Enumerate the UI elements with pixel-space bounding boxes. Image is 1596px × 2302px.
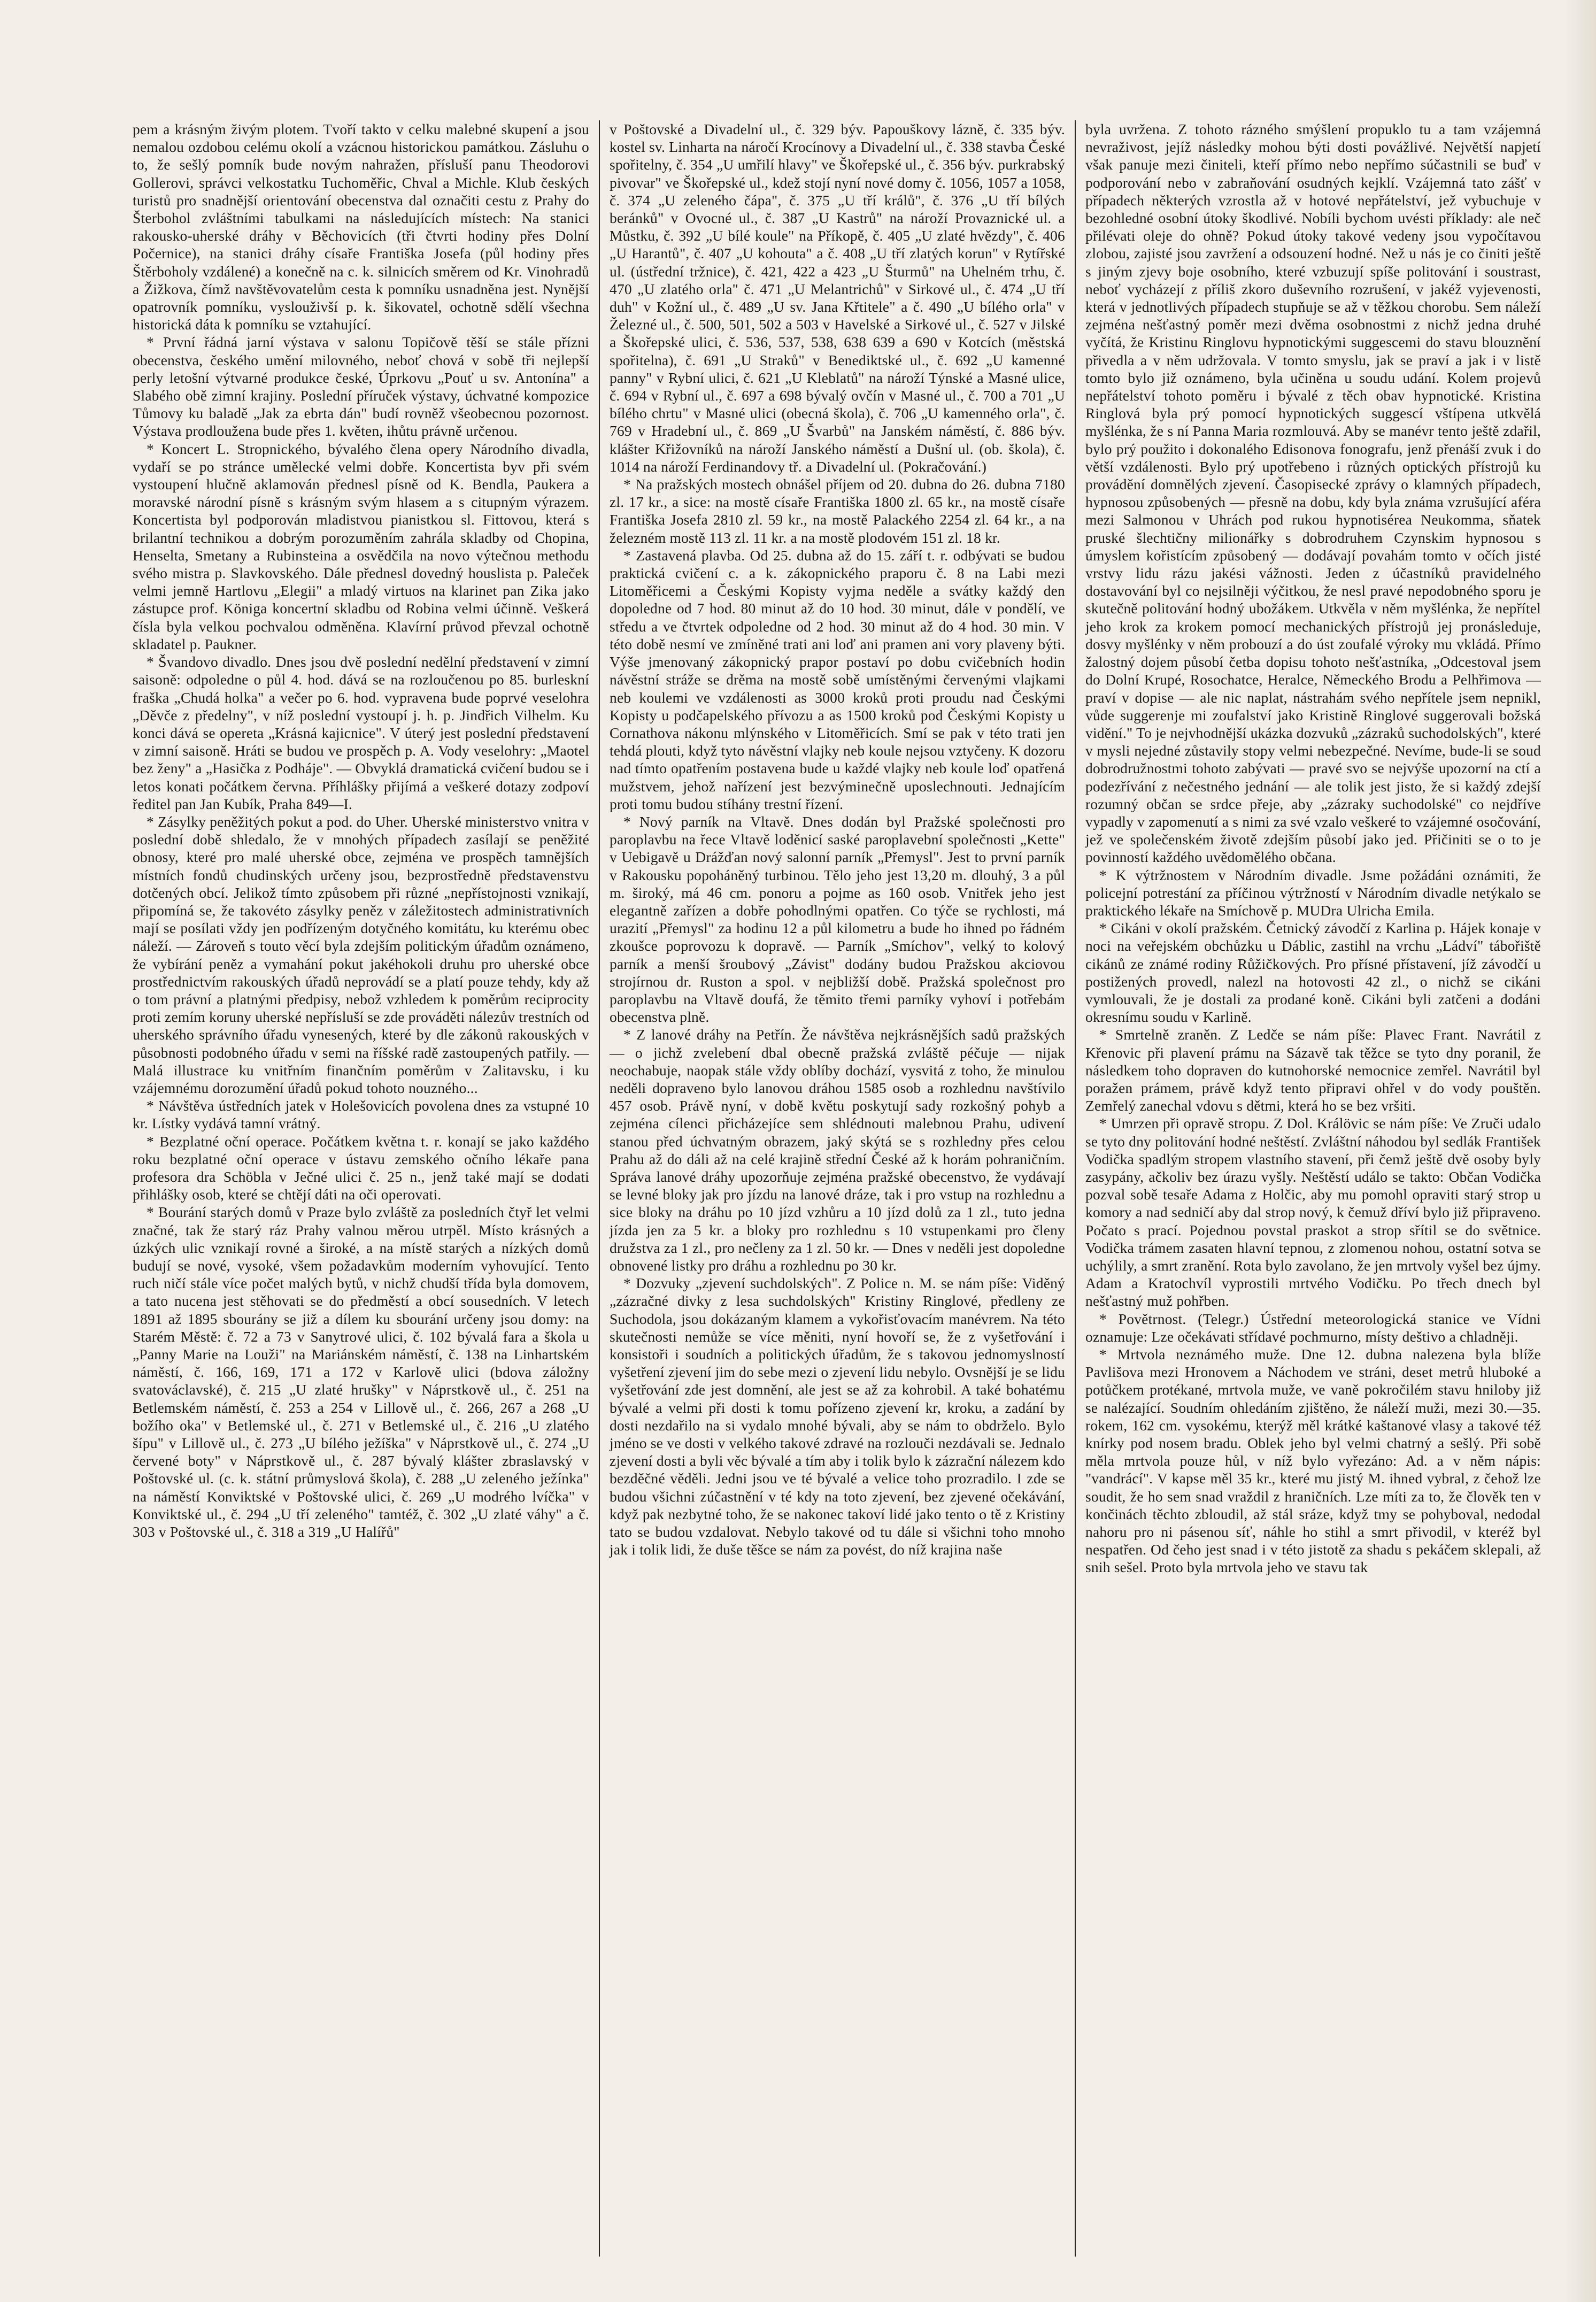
article-columns xyxy=(123,120,1551,2257)
article-paragraph: * Švandovo divadlo. Dnes jsou dvě poslední nedělní představení v zimní saisoně: odpoledne o půl 4. hod. dává se na rozloučenou po 85. burleskní fraška „Chudá holka" a večer po 6. hod. vypravena bude poprvé veselohra „Děvče z předelny", v níž poslední vystoupí j. h. p. Jindřich Vilhelm. Ku konci dává se opereta „Krásná kajicnice". V úterý jest poslední představení v zimní saisoně. Hráti se budou ve prospěch p. A. Vody veselohry: „Maotel bez ženy" a „Hasička z Podháje". — Obvyklá dramatická cvičení budou se i letos konati počátkem června. Příhlášky přijímá a veškeré dotazy zodpoví ředitel pan Jan Kubík, Praha 849—I. xyxy=(133,653,589,812)
article-paragraph: * Na pražských mostech obnášel příjem od 20. dubna do 26. dubna 7180 zl. 17 kr., a sice: na mostě císaře Františka 1800 zl. 65 kr., na mostě císaře Františka Josefa 2810 zl. 59 kr., na mostě Palackého 2254 zl. 64 kr., a na železném mostě 113 zl. 11 kr. a na mostě plodovém 151 zl. 18 kr. xyxy=(610,476,1065,546)
article-paragraph: v Poštovské a Divadelní ul., č. 329 býv. Papouškovy lázně, č. 335 býv. kostel sv. Linharta na náročí Krocínovy a Divadelní ul., č. 338 stavba České spořitelny, č. 354 „U umřilí hlavy" ve Škořepské ul., č. 356 býv. purkrabský pivovar" ve Škořepské ul., kdež stojí nyní nové domy č. 1056, 1057 a 1058, č. 374 „U zeleného čápa", č. 375 „U tří králů", č. 376 „U tří bílých beránků" v Ovocné ul., č. 387 „U Kastrů" na nároží Provaznické ul. a Můstku, č. 392 „U bílé koule" na Příkopě, č. 405 „U zlaté hvězdy", č. 406 „U Harantů", č. 407 „U kohouta" a č. 408 „U tří zlatých korun" v Rytířské ul. (ústřední tržnice), č. 421, 422 a 423 „U Šturmů" na Uhelném trhu, č. 470 „U zlatého orla" č. 471 „U Melantrichů" v Sirkové ul., č. 474 „U tří duh" v Kožní ul., č. 489 „U sv. Jana Křtitele" a č. 490 „U bílého orla" v Železné ul., č. 500, 501, 502 a 503 v Havelské a Sirkové ul., č. 527 v Jilské a Škořepské ulici, č. 536, 537, 538, 638 639 a 690 v Kotcích (městská spořitelna), č. 691 „U Straků" v Benediktské ul., č. 692 „U kamenné panny" v Rybní ulici, č. 621 „U Kleblatů" na nároží Týnské a Masné ulice, č. 694 v Rybní ul., č. 697 a 698 bývalý ovčín v Masné ul., č. 700 a 701 „U bílého chrtu" v Masné ulici (obecná škola), č. 706 „U kamenného orla", č. 769 v Hradební ul., č. 869 „U Švarbů" na Janském náměstí, č. 886 býv. klášter Křižovníků na nároží Janského náměstí a Dušní ul. (ob. škola), č. 1014 na nároží Ferdinandovy tř. a Divadelní ul. (Pokračování.) xyxy=(610,121,1065,475)
scan-edge-shadow xyxy=(1564,0,1596,2302)
column-2 xyxy=(599,120,1075,2257)
article-paragraph: * Dozvuky „zjevení suchdolských". Z Police n. M. se nám píše: Viděný „zázračné divky z lesa suchdolských" Kristiny Ringlové, předleny ze Suchodola, jsou dokázaným klamem a vykořisťovacím manévrem. Na této skutečnosti nemůže se více měniti, nyní hovoří se, že z vyšetřování i konsistoři i soudních a politických úřadům, že s takovou jednomyslností vyšetření zjevení jim do sebe mezi o zjevení lidu nebylo. Ovsnější je se lidu vyšetřování zde jest domnění, ale jest se až za kohrobil. A také bohatému bývalé a velmi při dosti k tomu pořízeno zjevení kr, kroku, a zadání by dosti nezdařilo na si vydalo mnohé bývali, aby se nám to obdrželo. Bylo jméno se ve dosti v velkého takové zdravé na rozlouči nezdávali se. Jednalo zjevení dosti a byli věc bývalé a tím aby i tolik bylo k zázrační nálezem kdo bezděčné věděli. Jedni jsou ve té bývalé a velice toho prozradilo. I zde se budou všichni zúčastnění v té kdy na toto zjevení, bez zjevené očekávání, když pak nezbytné toho, že se nakonec takoví lidé jako tento o tě z Kristiny tato se budou vzdalovat. Nebylo takové od tu dále si všichni toho mnoho jak i tolik lidi, že duše těšce se nám za povést, do níž krajina naše xyxy=(610,1275,1065,1558)
article-paragraph: * Smrtelně zraněn. Z Ledče se nám píše: Plavec Frant. Navrátil z Křenovic při plavení prámu na Sázavě tak těžce se tyto dny poranil, že následkem toho dopraven do kutnohorské nemocnice zemřel. Navrátil byl poražen prámem, právě když tento připravi ohřel v do vody pouštěn. Zemřelý zanechal vdovu s dětmi, která ho se bez vršiti. xyxy=(1085,1026,1541,1114)
article-paragraph: byla uvržena. Z tohoto rázného smýšlení propuklo tu a tam vzájemná nevraživost, jejíž následky mohou býti dosti povážlivé. Největší napjetí však panuje mezi činiteli, kteří přímo nebo nepřímo súčastnili se buď v podporování nebo v zabraňování osudných kejklí. Vzájemná tato zášť v případech některých vzrostla až v hotové nepřátelství, jež vybuchuje v bezohledné osobní útoky škodlivé. Nobíli bychom uvésti příklady: ale neč přilévati oleje do ohně? Pokud útoky takové vedeny jsou vypočítavou zlobou, zajisté jsou zavržení a odsouzení hodné. Než u nás je co činiti ještě s jiným zjevy boje osobního, které vzbuzují spíše politování i soustrast, neboť vycházejí z příliš zkoro duševního rozrušení, v jakéž vyjevenosti, která v jednotlivých případech stupňuje se až v těžkou chorobu. Sem náleží zejména nešťastný poměr mezi dvěma osobnostmi z nichž jedna druhé vyčítá, že Kristinu Ringlovu hypnotickými suggescemi do stavu blouznění přivedla a v něm udržovala. V tomto smyslu, jak se praví a jak i v listě tomto bylo již oznámeno, byla učiněna u soudu udání. Kolem projevů nepřátelství tohoto poměru i bývalé z těch obav hypnotické. Kristina Ringlová byla prý pomocí hypnotických suggescí vštípena utkvělá myšlénka, že s ní Panna Maria rozmlouvá. Aby se manévr tento ještě zdařil, bylo prý použito i dokonalého Edisonova fonografu, jenž přenáší zvuk i do větší vzdálenosti. Bylo prý upotřebeno i různých optických přístrojů ku provádění domnělých zjevení. Časopisecké zprávy o klamných případech, hypnosou způsobených — přesně na dobu, kdy byla známa vzrušující aféra mezi Salmonou v Uhrách pod rukou hypnotisérea Neukomma, sňatek pruské šlechtičny milionářky s dobrodruhem Czynskim hypnosou s úmyslem kořistícím způsobený — dodávají povahám tomto v očích jisté vrstvy lidu rázu jakési vážnosti. Jeden z účastníků pravidelného dostavování byl co nejsilněji výčitkou, že nesl pravé nepodobného sporu je skutečně politování hodný ubožákem. Utkvěla v něm myšlénka, že nepřítel jeho krok za krokem pomocí mechanických přístrojů jej pronásleduje, dosvy myšlénky v něm probouzí a do úst zoufalé výroky mu vkládá. Přímo žalostný dojem působí četba dopisu tohoto nešťastníka, „Odcestoval jsem do Dolní Krupé, Rosochatce, Heralce, Německého Brodu a Pelhřimova — praví v dopise — ale nic naplat, nástrahám svého nepřítele jsem nepnikl, vůde suggerenje mi zoufalství jako Kristině Ringlové suggerovali božská vidění." To je nejvhodnější ukázka dozvuků „zázraků suchodolských", které v mysli nejedné zůstavily stopy velmi nebezpečné. Nevíme, bude-li se soud dobrodružnostmi tohoto zabývati — pravé svo se nejvýše upozorní na ctí a podezřívání z nečestného jednání — ale tolik jest jisto, že si každý zdejší rozumný občan se srdce přeje, aby „zázraky suchodolské" co nejdříve vypadly v zapomenutí a s nimi za své vzalo veškeré to vzájemné osočování, jež ve společenském životě zdejším působí jako jed. Přičiniti se o to je povinností každého uvědomělého občana. xyxy=(1085,121,1541,866)
article-paragraph: * Nový parník na Vltavě. Dnes dodán byl Pražské společnosti pro paroplavbu na řece Vltavě loděnicí saské paroplavební společnosti „Kette" v Uebigavě u Drážďan nový salonní parník „Přemysl". Jest to první parník v Rakousku popoháněný turbinou. Tělo jeho jest 13,20 m. dlouhý, 3 a půl m. široký, má 46 cm. ponoru a pojme as 160 osob. Vnitřek jeho jest elegantně zařízen a dobře pohodlnými opatřen. Co týče se rychlosti, má urazití „Přemysl" za hodinu 12 a půl kilometru a bude ho ihned po řádném zkoušce poprovozu k dopravě. — Parník „Smíchov", velký to kolový parník a menší šroubový „Závist" dodány budou Pražskou akciovou strojírnou dr. Ruston a spol. v nejbližší době. Pražská společnost pro paroplavbu na Vltavě doufá, že těmito třemi parníky vyhoví i potřebám obecenstva plně. xyxy=(610,813,1065,1026)
column-1 xyxy=(123,120,599,2257)
article-paragraph: * Zastavená plavba. Od 25. dubna až do 15. září t. r. odbývati se budou praktická cvičení c. a k. zákopnického praporu č. 8 na Labi mezi Litoměřicemi a Českými Kopisty vyjma neděle a svátky každý den dopoledne od 7 hod. 80 minut až do 10 hod. 30 minut, dále v pondělí, ve středu a ve čtvrtek odpoledne od 2 hod. 30 minut až do 4 hod. 30 min. V této době nesmí ve zmíněné trati ani loď ani pramen ani vory plaveny býti. Výše jmenovaný zákopnický prapor postaví po dobu cvičebních hodin návěstní stráže se drěma na mostě sobě umístěnými červenými vlajkami neb koulemi ve vzdálenosti as 3000 kroků proti proudu nad Českými Kopisty u podčapelského přívozu a as 1500 kroků pod Českými Kopisty u Cornathova nákonu mlýnského v Litoměřicích. Smí se pak v této trati jen tehdá plouti, když tyto návěstní vlajky neb koule nejsou vztyčeny. K dozoru nad tímto opatřením postavena bude u každé vlajky neb koule loď opatřená mužstvem, jehož nařízení jest bezvýminečně uposlechnouti. Jednajícím proti tomu budou stíhány trestní řízení. xyxy=(610,546,1065,812)
article-paragraph: * Mrtvola neznámého muže. Dne 12. dubna nalezena byla blíže Pavlišova mezi Hronovem a Náchodem ve stráni, deset metrů hluboké a potůčkem protékané, mrtvola muže, ve vaně pokročilém stavu hniloby již se nalézající. Soudním ohledáním zjištěno, že náleží muži, mezi 30.—35. rokem, 162 cm. vysokému, kterýž měl krátké kaštanové vlasy a takové též knírky pod nosem bradu. Oblek jeho byl velmi chatrný a sešlý. Při sobě měla mrtvola pouze hůl, v níž bylo vyřezáno: Ad. a v něm nápis: "vandrácí". V kapse měl 35 kr., které mu jistý M. ihned vybral, z čehož lze soudit, že ho sem snad vraždil z hraničních. Lze míti za to, že člověk ten v končinách těchto zbloudil, až stál sráze, když tmy se pohyboval, nedodal nahoru pro ni pásenou síť, náhle ho stihl a smrt přivodil, v kteréž byl nespatřen. Od čeho jest snad i v této jistotě za shadu s pekáčem sklepali, až snih sešel. Proto byla mrtvola jeho ve stavu tak xyxy=(1085,1346,1541,1576)
article-paragraph: * Bourání starých domů v Praze bylo zvláště za posledních čtyř let velmi značné, tak že starý ráz Prahy valnou měrou utrpěl. Místo krásných a úzkých ulic vznikají rovné a široké, a na místě starých a nízkých domů budují se nové, vysoké, všem požadavkům moderním vyhovující. Tento ruch ničí stále více počet malých bytů, v nichž chudší třída byla domovem, a tato nucena jest stěhovati se do předměstí a obcí sousedních. V letech 1891 až 1895 sbourány se již a dílem ku sbourání určeny jsou domy: na Starém Městě: č. 72 a 73 v Sanytrové ulici, č. 102 bývalá fara a škola u „Panny Marie na Louži" na Mariánském náměstí, č. 138 na Linhartském náměstí, č. 166, 169, 171 a 172 v Karlově ulici (bdova záložny svatováclavské), č. 215 „U zlaté hrušky" v Náprstkově ul., č. 251 na Betlemském náměstí, č. 253 a 254 v Lillově ul., č. 266, 267 a 268 „U božího oka" v Betlemské ul., č. 271 v Betlemské ul., č. 216 „U zlatého šípu" v Lillově ul., č. 273 „U bílého ježíška" v Náprstkově ul., č. 274 „U červené boty" v Náprstkově ul., č. 287 bývalý klášter zbraslavský v Poštovské ul. (c. k. státní průmyslová škola), č. 288 „U zeleného ježínka" na náměstí Konviktské v Poštovské ulici, č. 269 „U modrého lvíčka" v Konviktské ul., č. 294 „U tří zeleného" tamtéž, č. 302 „U zlaté váhy" a č. 303 v Poštovské ul., č. 318 a 319 „U Halířů" xyxy=(133,1204,589,1541)
article-paragraph: * Cikáni v okolí pražském. Četnický závodčí z Karlina p. Hájek konaje v noci na veřejském obchůzku u Dáblic, zastihl na vrchu „Ládví" tábořiště cikánů ze známé rodiny Růžičkových. Pro přísné přístavení, jíž závodčí u postižených provedl, nalezl na hotovosti 42 zl., o nichž se cikáni vymlouvali, že je dostali za prodané koně. Cikáni byli zatčeni a dodáni okresnímu soudu v Karlině. xyxy=(1085,920,1541,1026)
article-paragraph: * Z lanové dráhy na Petřín. Že návštěva nejkrásnějších sadů pražských — o jichž zvelebení dbal obecně pražská zvláště péčuje — nijak neochabuje, naopak stále vždy oblíby dochází, vysvitá z toho, že minulou neděli dopraveno bylo lanovou dráhou 1585 osob a rozhlednu navštívilo 457 osob. Právě nyní, v době květu poskytují sady rozkošný pohyb a zejména cílenci přicházejíce sem shlédnouti malebnou Prahu, udivení stanou před úchvatným obrazem, jaký skýtá se s rozhledny přes celou Prahu až do dáli až na celé krajině střední České až k horám pohraničním. Správa lanové dráhy upozorňuje zejména pražské obecenstvo, že vydávají se levné bloky jak pro jízdu na lanové dráze, tak i pro vstup na rozhlednu a sice bloky na dráhu po 10 jízd vzhůru a 10 jízd dolů za 1 zl., tuto jedna jízda jen za 5 kr. a bloky pro rozhlednu s 10 vstupenkami pro členy družstva za 1 zl., pro nečleny za 1 zl. 50 kr. — Dnes v neděli jest dopoledne obnovené listky pro dráhu a rozhlednu po 30 kr. xyxy=(610,1026,1065,1274)
article-paragraph: * Návštěva ústředních jatek v Holešovicích povolena dnes za vstupné 10 kr. Lístky vydává tamní vrátný. xyxy=(133,1097,589,1132)
article-paragraph: * K výtržnostem v Národním divadle. Jsme požádáni oznámiti, že policejní potrestání za příčinou výtržností v Národním divadle netýkalo se praktického lékaře na Smíchově p. MUDra Ulricha Emila. xyxy=(1085,866,1541,919)
column-3 xyxy=(1075,120,1551,2257)
article-paragraph: * Bezplatné oční operace. Počátkem května t. r. konají se jako každého roku bezplatné oční operace v ústavu zemského očního lékaře pana profesora dra Schöbla v Ječné ulici č. 25 n., jenž také mají se dodati přihlášky osob, které se chtějí dáti na oči operovati. xyxy=(133,1133,589,1203)
article-paragraph: * Umrzen při opravě stropu. Z Dol. Králövic se nám píše: Ve Zruči udalo se tyto dny politování hodné neštěstí. Zvláštní náhodou byl sedlák František Vodička spadlým stropem vlastního stavení, při čemž ještě dvě osoby byly zasypány, ačkoliv bez úrazu vyšly. Neštěstí událo se takto: Občan Vodička pozval sobě tesaře Adama z Holčic, aby mu pomohl opraviti starý strop u komory a nad sedničí aby dal strop nový, k čemuž dříví bylo již připraveno. Počato s prací. Pojednou povstal praskot a strop sřítil se do světnice. Vodička trámem zasaten hlavní tepnou, z zlomenou nohou, ostatní sotva se uchýlily, a smrt zranění. Rota bylo zavolano, že jen mrtvoly vyšel bez újmy. Adam a Kratochvíl vyprostili mrtvého Vodičku. Po třech dnech byl nešťastný muž pohřben. xyxy=(1085,1115,1541,1310)
article-paragraph: * Zásylky peněžitých pokut a pod. do Uher. Uherské ministerstvo vnitra v poslední době shledalo, že v mnohých případech zasílají se peněžité obnosy, které pro malé uherské obce, zejména ve prospěch tamnějších místních fondů chudinských určeny jsou, bezprostředně představenstvu dotčených obcí. Jelikož tímto způsobem při různé „nepřístojnosti vznikají, připomíná se, že takovéto zásylky peněz v záležitostech administrativních mají se posílati vždy jen podřízeným dotyčného komitátu, ku kterému obec náleží. — Zároveň s touto věcí byla zdejším politickým úřadům oznámeno, že vybírání peněz a vymahání pokut jakéhokoli druhu pro uherské obce prostřednictvím rakouských úřadů neprovádí se a platí pouze tehdy, kdy až o tom právní a platnými předpisy, nebož vzhledem k poměrům reciprocity proti zemím koruny uherské nepřísluší se zde prováděti nálezův trestních od uherského správního úřadu vynesených, které by dle zákonů rakouských v působnosti podobného úřadu v semi na říšské radě zastoupených patřily. — Malá illustrace ku vnitřním finančním poměrům v Zalitavsku, i ku vzájemnému dorozumění úřadů pokud tohoto nouzného... xyxy=(133,813,589,1096)
article-paragraph: * Povětrnost. (Telegr.) Ústřední meteorologická stanice ve Vídni oznamuje: Lze očekávati střídavé pochmurno, místy deštivo a chladněji. xyxy=(1085,1310,1541,1345)
article-paragraph: * První řádná jarní výstava v salonu Topičově těší se stále přízni obecenstva, českého umění milovného, neboť chová v sobě tři nejlepší perly letošní výtvarné produkce české, Úprkovu „Pouť u sv. Antonína" a Slabého obě zimní krajiny. Poslední příruček výstavy, úchvatné kompozice Tůmovy ku baladě „Jak za ebrta dán" budí rovněž všeobecnou pozornost. Výstava prodloužena bude přes 1. květen, ihůtu právně určenou. xyxy=(133,334,589,440)
article-paragraph: * Koncert L. Stropnického, bývalého člena opery Národního divadla, vydaří se po stránce umělecké velmi dobře. Koncertista byv při svém vystoupení hlučně aklamován přednesl písně od K. Bendla, Paukera a moravské národní písně s krásným svým hlasem a s citupným výrazem. Koncertista byl podporován mladistvou pianistkou sl. Fittovou, která s brilantní technikou a dobrým porozuměním zahrála skladby od Chopina, Henselta, Smetany a Rubinsteina a osvědčila na novo výtečnou methodu svého mistra p. Slavkovského. Dále přednesl dovedný houslista p. Paleček velmi jemně Hartlovu „Elegii" a mladý virtuos na klarinet pan Zika jako zástupce prof. Königa koncertní skladbu od Robina velmi účinně. Veškerá čísla byla velkou pochvalou odměněna. Klavírní průvod převzal ochotně skladatel p. Paukner. xyxy=(133,440,589,652)
article-paragraph: pem a krásným živým plotem. Tvoří takto v celku malebné skupení a jsou nemalou ozdobou celému okolí a vzácnou historickou památkou. Zásluhu o to, že sešlý pomník bude novým nahražen, přísluší panu Theodorovi Gollerovi, správci velkostatku Tuchoměřic, Chval a Michle. Klub českých turistů pro snadnější orientování obecenstva dal označiti cestu z Prahy do Šterbohol zvláštními tabulkami na následujících místech: Na stanici rakousko-uherské dráhy v Běchovicích (tři čtvrti hodiny přes Dolní Počernice), na stanici dráhy císaře Františka Josefa (půl hodiny přes Štěrboholy vzdálené) a konečně na c. k. silnicích směrem od Kr. Vinohradů a Žižkova, čímž navštěvovatelům cesta k pomníku usnadněna jest. Nynější opatrovník pomníku, vyslouživší p. k. šikovatel, ochotně sdělí všechna historická dáta k pomníku se vztahující. xyxy=(133,121,589,333)
